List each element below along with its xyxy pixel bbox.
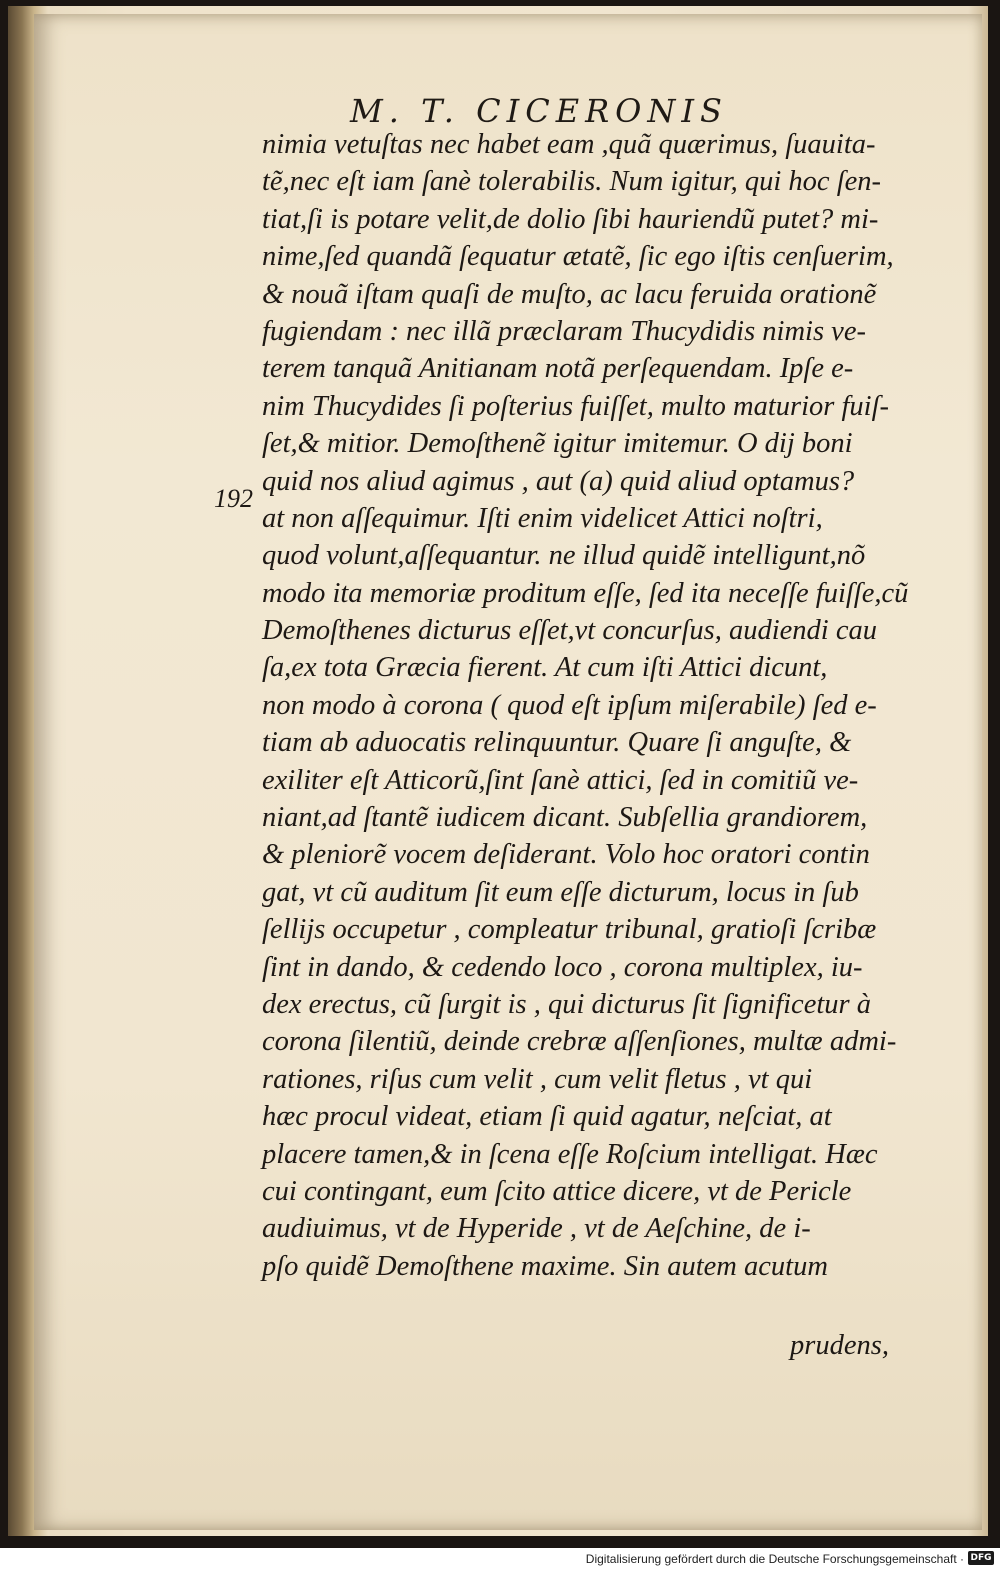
text-line: & pleniorẽ vocem deſiderant. Volo hoc oratori contin (262, 839, 870, 871)
text-line: fugiendam : nec illã præclaram Thucydidis nimis ve- (262, 315, 866, 347)
text-line: non modo à corona ( quod eſt ipſum miſerabile) ſed e- (262, 689, 877, 721)
text-line: at non aſſequimur. Iſti enim videlicet Attici noſtri, (262, 502, 823, 534)
margin-section-number: 192 (214, 484, 253, 513)
text-line: nimia vetuſtas nec habet eam ,quã quærimus, ſuauita- (262, 129, 876, 160)
text-line: ſint in dando, & cedendo loco , corona multiplex, iu- (262, 951, 863, 983)
text-line: rationes, riſus cum velit , cum velit fletus , vt qui (262, 1063, 813, 1095)
text-line: ſet,& mitior. Demoſthenẽ igitur imitemur. O dij boni (262, 428, 853, 460)
digitization-credit: Digitalisierung gefördert durch die Deutsche Forschungsgemeinschaft · (585, 1552, 964, 1566)
text-line: Demoſthenes dicturus eſſet,vt concurſus, audiendi cau (262, 615, 877, 647)
text-line: & nouã iſtam quaſi de muſto, ac lacu feruida orationẽ (262, 278, 877, 310)
text-line: quod volunt,aſſequantur. ne illud quidẽ intelligunt,nõ (262, 540, 866, 572)
text-line: tiam ab aduocatis relinquuntur. Quare ſi anguſte, & (262, 727, 852, 759)
body-text (262, 126, 952, 1285)
text-line: corona ſilentiũ, deinde crebræ aſſenſiones, multæ admi- (262, 1026, 897, 1058)
text-line: ſellijs occupetur , compleatur tribunal, gratioſi ſcribæ (262, 914, 877, 946)
text-line: tẽ,nec eſt iam ſanè tolerabilis. Num igitur, qui hoc ſen- (262, 166, 881, 198)
text-line: cui contingant, eum ſcito attice dicere, vt de Pericle (262, 1175, 852, 1207)
text-line: audiuimus, vt de Hyperide , vt de Aeſchine, de i- (262, 1213, 811, 1245)
text-line: quid nos aliud agimus , aut (a) quid aliud optamus? (262, 465, 855, 497)
catchword: prudens, (790, 1330, 889, 1361)
text-line: modo ita memoriæ proditum eſſe, ſed ita neceſſe fuiſſe,cũ (262, 577, 909, 609)
text-line: nime,ſed quandã ſequatur ætatẽ, ſic ego iſtis cenſuerim, (262, 241, 894, 273)
text-line: tiat,ſi is potare velit,de dolio ſibi hauriendũ putet? mi- (262, 203, 879, 235)
text-line: gat, vt cũ auditum ſit eum eſſe dicturum, locus in ſub (262, 876, 859, 908)
text-line: niant,ad ſtantẽ iudicem dicant. Subſellia grandiorem, (262, 802, 868, 834)
text-line: nim Thucydides ſi poſterius fuiſſet, multo maturior fuiſ- (262, 390, 889, 422)
dfg-logo: DFG (968, 1551, 994, 1565)
text-line: exiliter eſt Atticorũ,ſint ſanè attici, ſed in comitiũ ve- (262, 764, 859, 796)
text-line: ſa,ex tota Græcia fierent. At cum iſti Attici dicunt, (262, 652, 828, 684)
text-line: dex erectus, cũ ſurgit is , qui dicturus ſit ſignificetur à (262, 988, 871, 1020)
text-line: pſo quidẽ Demoſthene maxime. Sin autem acutum (262, 1250, 828, 1282)
text-line: placere tamen,& in ſcena eſſe Roſcium intelligat. Hæc (262, 1138, 878, 1170)
text-line: hæc procul videat, etiam ſi quid agatur, neſciat, at (262, 1101, 832, 1133)
running-head: M. T. CICERONIS (350, 92, 728, 130)
text-line: terem tanquã Anitianam notã perſequendam. Ipſe e- (262, 353, 854, 385)
